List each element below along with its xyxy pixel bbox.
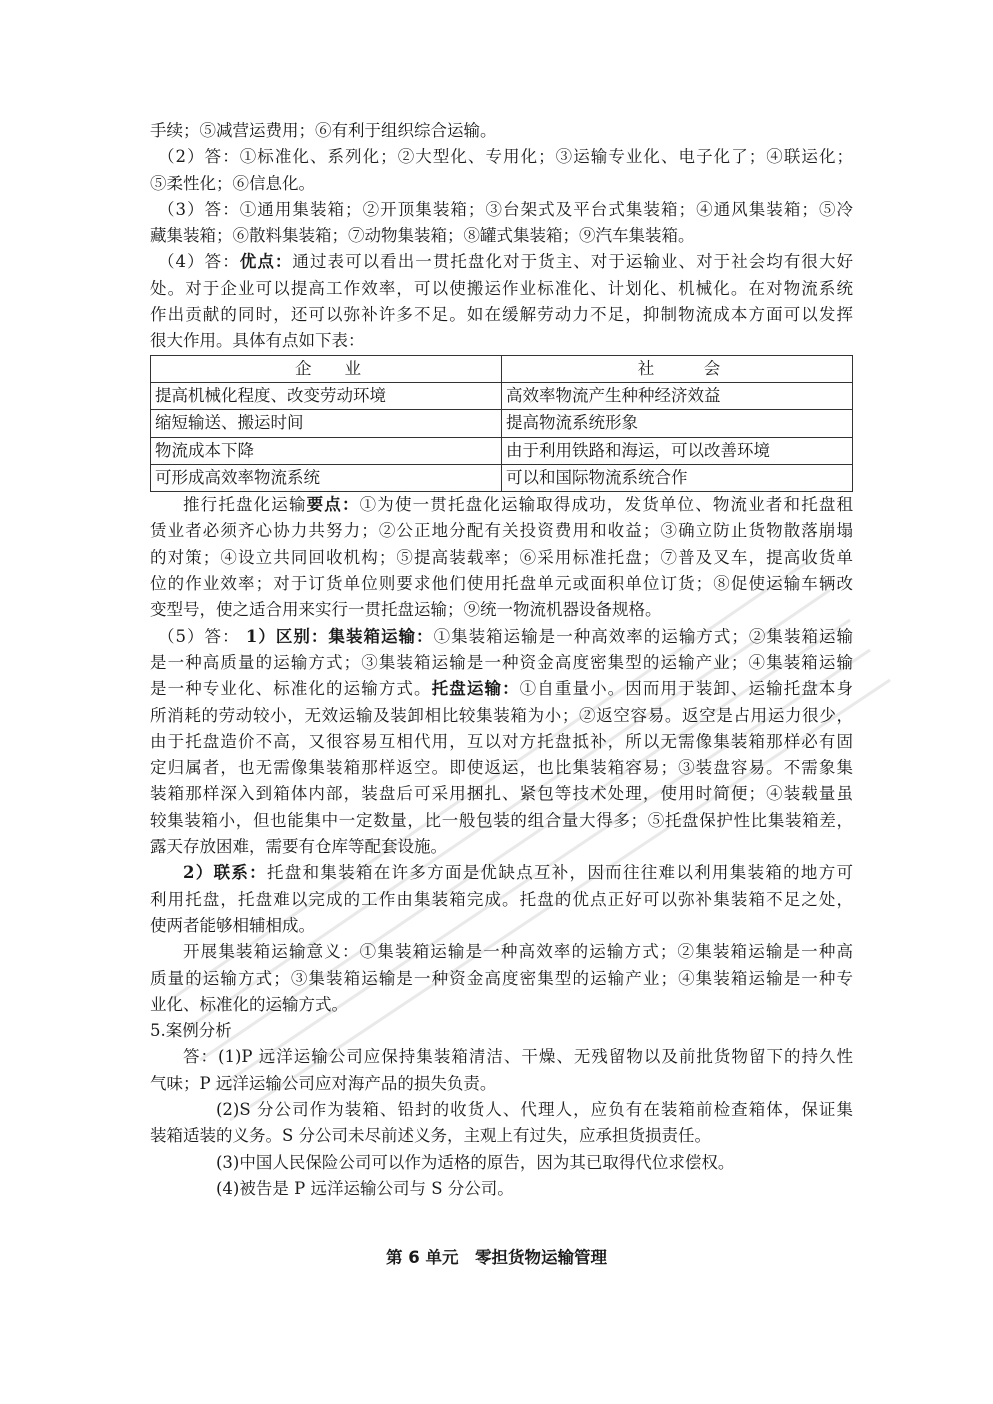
answer-2-line: （2）答：①标准化、系列化；②大型化、专用化；③运输专业化、电子化了；④联运化； xyxy=(158,147,853,167)
relation-line: 2）联系：托盘和集装箱在许多方面是优缺点互补，因而往往难以利用集装箱的地方可 xyxy=(183,863,853,883)
answer-4-line: （4）答：优点：通过表可以看出一贯托盘化对于货主、对于运输业、对于社会均有很大好 xyxy=(158,252,853,272)
unit-heading: 第 6 单元 零担货物运输管理 xyxy=(386,1248,607,1267)
table-row xyxy=(151,382,853,409)
key-points-line: 推行托盘化运输要点：①为使一贯托盘化运输取得成功，发货单位、物流业者和托盘租 xyxy=(183,495,853,515)
answer-4-line: 很大作用。具体有点如下表： xyxy=(150,331,365,351)
answer-5-line: 是一种专业化、标准化的运输方式。托盘运输：①自重量小。因而用于装卸、运输托盘本身 xyxy=(150,679,853,699)
table-cell: 提高机械化程度、改变劳动环境 xyxy=(151,382,502,409)
table-row xyxy=(151,410,853,437)
table-header-cell: 企 业 xyxy=(151,355,502,382)
answer-5-line: 是一种高质量的运输方式；③集装箱运输是一种资金高度密集型的运输产业；④集装箱运输 xyxy=(150,652,853,672)
answer-5-line: 所消耗的劳动较小，无效运输及装卸相比较集装箱为小；②返空容易。返空是占用运力很少， xyxy=(150,705,853,725)
case-answer-line: (2)S 分公司作为装箱、铅封的收货人、代理人，应负有在装箱前检查箱体，保证集 xyxy=(216,1099,853,1119)
answer-5-line: 露天存放困难，需要有仓库等配套设施。 xyxy=(150,837,447,857)
case-answer-line: (3)中国人民保险公司可以作为适格的原告，因为其已取得代位求偿权。 xyxy=(216,1152,735,1172)
answer-3-line: 藏集装箱；⑥散料集装箱；⑦动物集装箱；⑧罐式集装箱；⑨汽车集装箱。 xyxy=(150,226,695,246)
case-answer-line: (4)被告是 P 远洋运输公司与 S 分公司。 xyxy=(216,1178,514,1198)
key-points-line: 赁业者必须齐心协力共努力；②公正地分配有关投资费用和收益；③确立防止货物散落崩塌 xyxy=(150,521,853,541)
table-cell: 可形成高效率物流系统 xyxy=(151,464,502,491)
answer-5-line: 较集装箱小，但也能集中一定数量，比一般包装的组合量大得多；⑤托盘保护性比集装箱差， xyxy=(150,810,853,830)
key-points-line: 的对策；④设立共同回收机构；⑤提高装载率；⑥采用标准托盘；⑦普及叉车，提高收货单 xyxy=(150,547,853,567)
key-points-line: 位的作业效率；对于订货单位则要求他们使用托盘单元或面积单位订货；⑧促使运输车辆改 xyxy=(150,574,853,594)
comparison-table xyxy=(150,355,853,492)
relation-line: 使两者能够相辅相成。 xyxy=(150,915,315,935)
table-header-cell: 社 会 xyxy=(502,355,853,382)
document-body xyxy=(150,118,853,1202)
answer-4-line: 作出贡献的同时，还可以弥补许多不足。如在缓解劳动力不足，抑制物流成本方面可以发挥 xyxy=(150,305,853,325)
answer-4-line: 处。对于企业可以提高工作效率，可以使搬运作业标准化、计划化、机械化。在对物流系统 xyxy=(150,278,853,298)
paragraph-line: 手续；⑤减营运费用；⑥有利于组织综合运输。 xyxy=(150,121,497,140)
table-cell: 物流成本下降 xyxy=(151,437,502,464)
table-cell: 由于利用铁路和海运，可以改善环境 xyxy=(502,437,853,464)
significance-line: 业化、标准化的运输方式。 xyxy=(150,994,348,1014)
case-answer-line: 答：(1)P 远洋运输公司应保持集装箱清洁、干燥、无残留物以及前批货物留下的持久性 xyxy=(183,1047,853,1067)
significance-line: 开展集装箱运输意义：①集装箱运输是一种高效率的运输方式；②集装箱运输是一种高 xyxy=(183,942,853,962)
significance-line: 质量的运输方式；③集装箱运输是一种资金高度密集型的运输产业；④集装箱运输是一种专 xyxy=(150,968,853,988)
answer-3-line: （3）答：①通用集装箱；②开顶集装箱；③台架式及平台式集装箱；④通风集装箱；⑤冷 xyxy=(158,199,853,219)
table-row xyxy=(151,464,853,491)
table-cell: 缩短输送、搬运时间 xyxy=(151,410,502,437)
answer-5-line: （5）答： 1）区别：集装箱运输：①集装箱运输是一种高效率的运输方式；②集装箱运输 xyxy=(158,626,853,646)
case-answer-line: 装箱适装的义务。S 分公司未尽前述义务，主观上有过失，应承担货损责任。 xyxy=(150,1126,712,1146)
answer-5-line: 装箱那样深入到箱体内部，装盘后可采用捆扎、紧包等技术处理，使用时简便；④装载量虽 xyxy=(150,784,853,804)
relation-line: 利用托盘，托盘难以完成的工作由集装箱完成。托盘的优点正好可以弥补集装箱不足之处， xyxy=(150,889,853,909)
answer-2-line: ⑤柔性化；⑥信息化。 xyxy=(150,173,315,193)
key-points-line: 变型号，使之适合用来实行一贯托盘运输；⑨统一物流机器设备规格。 xyxy=(150,600,662,620)
table-cell: 可以和国际物流系统合作 xyxy=(502,464,853,491)
case-analysis-title: 5.案例分析 xyxy=(150,1021,232,1041)
answer-5-line: 由于托盘造价不高，又很容易互相代用，互以对方托盘抵补，所以无需像集装箱那样必有固 xyxy=(150,731,853,751)
table-cell: 提高物流系统形象 xyxy=(502,410,853,437)
table-header-row xyxy=(151,355,853,382)
table-row xyxy=(151,437,853,464)
case-answer-line: 气味；P 远洋运输公司应对海产品的损失负责。 xyxy=(150,1073,497,1093)
table-cell: 高效率物流产生种种经济效益 xyxy=(502,382,853,409)
answer-5-line: 定归属者，也无需像集装箱那样返空。即使返运，也比集装箱容易；③装盘容易。不需象集 xyxy=(150,758,853,778)
